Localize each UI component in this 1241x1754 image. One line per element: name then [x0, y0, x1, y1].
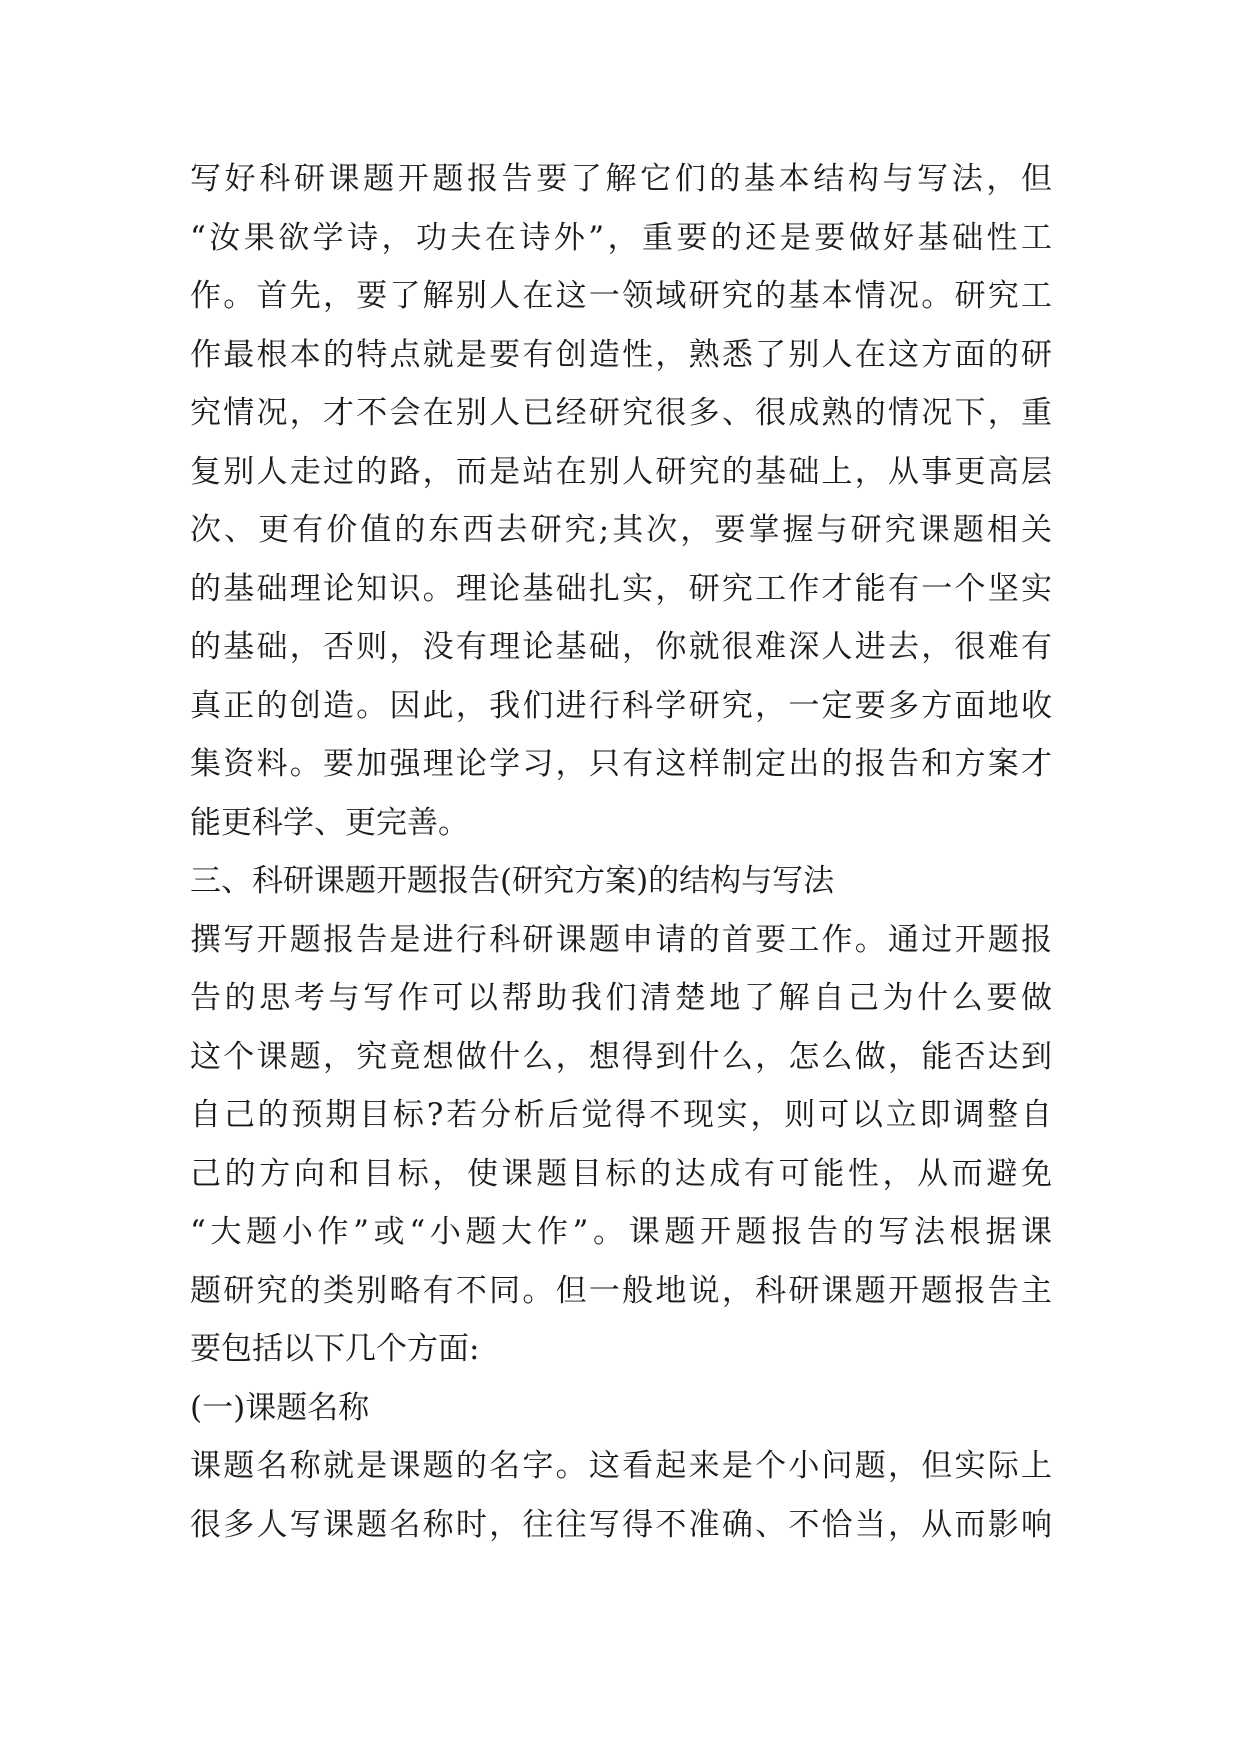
- text-line: 课题名称就是课题的名字。这看起来是个小问题，但实际上: [190, 1448, 1052, 1484]
- text-line: 撰写开题报告是进行科研课题申请的首要工作。通过开题报: [190, 921, 1052, 958]
- text-line: 能更科学、更完善。: [190, 804, 469, 841]
- text-line: 这个课题，究竟想做什么，想得到什么，怎么做，能否达到: [190, 1038, 1052, 1075]
- text-line: 复别人走过的路，而是站在别人研究的基础上，从事更高层: [190, 453, 1052, 490]
- text-line: 的基础理论知识。理论基础扎实，研究工作才能有一个坚实: [190, 570, 1052, 607]
- text-line: 写好科研课题开题报告要了解它们的基本结构与写法，但: [190, 161, 1052, 197]
- section-heading: 三、科研课题开题报告(研究方案)的结构与写法: [190, 863, 835, 899]
- text-line: 次、更有价值的东西去研究;其次，要掌握与研究课题相关: [190, 512, 1052, 548]
- text-line: 自己的预期目标?若分析后觉得不现实，则可以立即调整自: [190, 1097, 1052, 1133]
- text-line: 的基础，否则，没有理论基础，你就很难深人进去，很难有: [190, 629, 1052, 665]
- document-body: [190, 150, 1052, 1554]
- text-line: “大题小作”或“小题大作”。课题开题报告的写法根据课: [190, 1214, 1052, 1250]
- text-line: 集资料。要加强理论学习，只有这样制定出的报告和方案才: [190, 746, 1052, 782]
- text-line: 作。首先，要了解别人在这一领域研究的基本情况。研究工: [190, 278, 1052, 314]
- text-line: 很多人写课题名称时，往往写得不准确、不恰当，从而影响: [190, 1506, 1052, 1543]
- text-line: 作最根本的特点就是要有创造性，熟悉了别人在这方面的研: [190, 336, 1052, 373]
- text-line: 要包括以下几个方面:: [190, 1331, 480, 1367]
- text-line: 究情况，才不会在别人已经研究很多、很成熟的情况下，重: [190, 395, 1052, 431]
- subsection-heading: (一)课题名称: [190, 1389, 370, 1426]
- text-line: 题研究的类别略有不同。但一般地说，科研课题开题报告主: [190, 1272, 1052, 1309]
- text-line: 真正的创造。因此，我们进行科学研究，一定要多方面地收: [190, 687, 1052, 724]
- text-line: “汝果欲学诗，功夫在诗外”，重要的还是要做好基础性工: [190, 219, 1052, 256]
- text-line: 告的思考与写作可以帮助我们清楚地了解自己为什么要做: [190, 980, 1052, 1016]
- text-line: 己的方向和目标，使课题目标的达成有可能性，从而避免: [190, 1155, 1052, 1192]
